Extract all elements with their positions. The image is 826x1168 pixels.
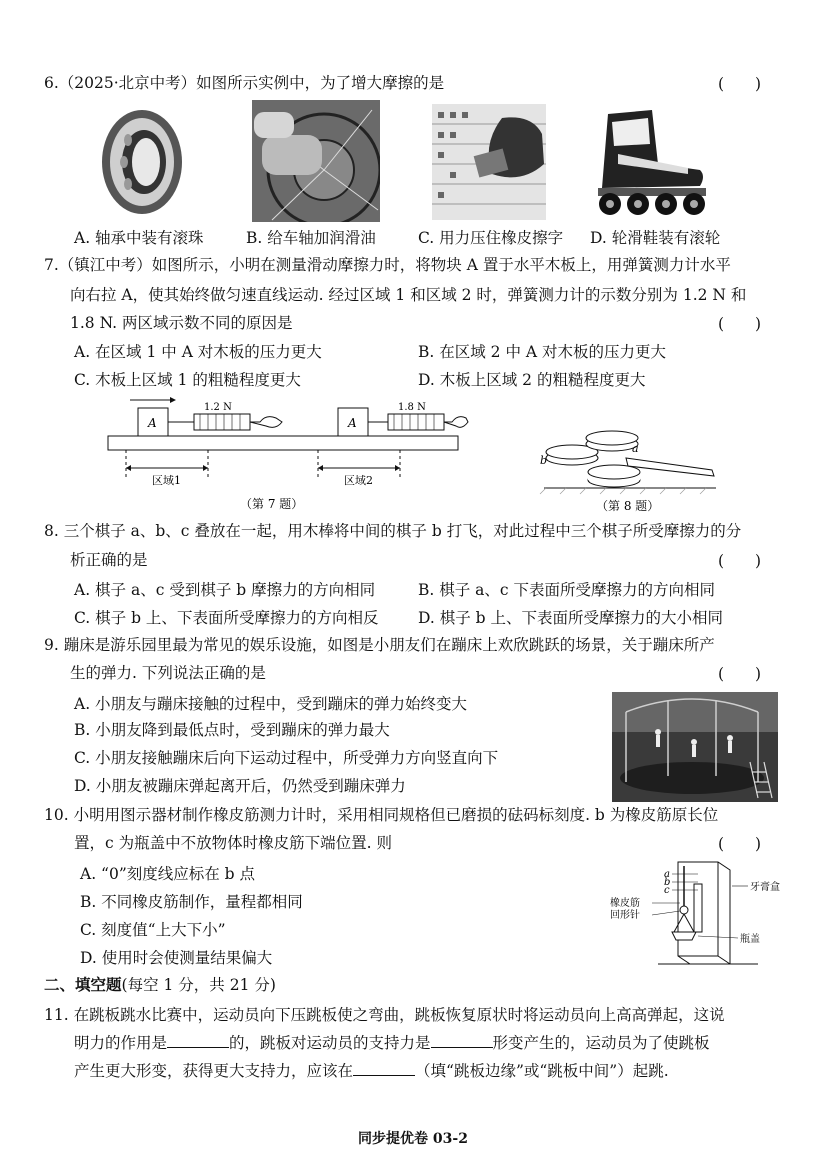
bottle-cap-label: 瓶盖	[740, 934, 760, 945]
q11-blank-1[interactable]	[167, 1033, 229, 1048]
q11-line2-part1: 明力的作用是	[74, 1034, 168, 1052]
piece-a-label: a	[632, 442, 639, 455]
q11-blank-2[interactable]	[431, 1033, 493, 1048]
q11-stem-line1: 11. 在跳板跳水比赛中，运动员向下压跳板使之弯曲，跳板恢复原状时将运动员向上高高弹起，这说	[44, 1006, 725, 1024]
q11-stem-line2	[74, 1032, 710, 1054]
point-c-label: c	[664, 885, 670, 896]
region1-label: 区域1	[152, 474, 181, 487]
q10-answer-paren: ( )	[718, 835, 762, 853]
block-a-label-1: A	[148, 416, 157, 430]
eraser-image	[432, 104, 546, 220]
q10-option-a: A. “0”刻度线应标在 b 点	[80, 865, 256, 883]
q10-option-d: D. 使用时会使测量结果偏大	[80, 949, 273, 967]
q6-option-c: C. 用力压住橡皮擦字	[418, 229, 564, 247]
q9-option-c: C. 小朋友接触蹦床后向下运动过程中，所受弹力方向竖直向下	[74, 749, 499, 767]
q11-line2-part2: 的，跳板对运动员的支持力是	[229, 1034, 431, 1052]
q9-stem-line1: 9. 蹦床是游乐园里最为常见的娱乐设施，如图是小朋友们在蹦床上欢欣跳跃的场景，关于蹦床所产	[44, 636, 715, 654]
roller-skate-image	[588, 104, 712, 220]
q8-stem-line1: 8. 三个棋子 a、b、c 叠放在一起，用木棒将中间的棋子 b 打飞，对此过程中三个棋子所受摩擦力的分	[44, 522, 742, 540]
q11-line3-part1: 产生更大形变，获得更大支持力，应该在	[74, 1062, 354, 1080]
q11-blank-3[interactable]	[353, 1061, 415, 1076]
q6-option-d: D. 轮滑鞋装有滚轮	[590, 229, 721, 247]
q11-line2-part3: 形变产生的，运动员为了使跳板	[492, 1034, 710, 1052]
q7-stem-line2: 向右拉 A，使其始终做匀速直线运动. 经过区域 1 和区域 2 时，弹簧测力计的示数分别为 1.2 N 和	[70, 286, 747, 304]
bearing-image	[98, 100, 186, 220]
q10-stem-line2: 置，c 为瓶盖中不放物体时橡皮筋下端位置. 则	[74, 834, 392, 852]
q7-option-c: C. 木板上区域 1 的粗糙程度更大	[74, 371, 301, 389]
block-a-label-2: A	[348, 416, 357, 430]
q10-option-c: C. 刻度值“上大下小”	[80, 921, 226, 939]
q6-stem: 6.（2025·北京中考）如图所示实例中，为了增大摩擦的是	[44, 74, 445, 92]
q8-option-c: C. 棋子 b 上、下表面所受摩擦力的方向相反	[74, 609, 379, 627]
q7-answer-paren: ( )	[718, 315, 762, 333]
toothpaste-box-label: 牙膏盒	[750, 882, 780, 893]
q9-stem-line2: 生的弹力. 下列说法正确的是	[70, 664, 266, 682]
section2-title: 二、填空题	[44, 975, 122, 994]
q8-figure	[536, 418, 722, 518]
page-footer: 同步提优卷 03-2	[358, 1131, 468, 1147]
q9-option-a: A. 小朋友与蹦床接触的过程中，受到蹦床的弹力始终变大	[74, 695, 468, 713]
point-a-label: a	[664, 869, 670, 880]
q7-figure-caption: （第 7 题）	[240, 497, 304, 511]
spring-scale-2	[388, 414, 444, 430]
q9-option-d: D. 小朋友被蹦床弹起离开后，仍然受到蹦床弹力	[74, 777, 406, 795]
trampoline-photo	[612, 692, 778, 802]
hand-1	[250, 417, 282, 428]
q7-stem-line3: 1.8 N. 两区域示数不同的原因是	[70, 314, 293, 332]
region2-label: 区域2	[344, 474, 373, 487]
section2-heading	[44, 974, 276, 996]
force-reading-1: 1.2 N	[204, 402, 232, 413]
rubber-band-label: 橡皮筋	[610, 898, 640, 909]
q10-figure	[608, 856, 784, 972]
q7-stem-line1: 7.（镇江中考）如图所示，小明在测量滑动摩擦力时，将物块 A 置于水平木板上，用弹簧测力计水平	[44, 256, 731, 274]
q6-option-b: B. 给车轴加润滑油	[246, 229, 376, 247]
piece-b-label: b	[540, 454, 548, 467]
q7-option-a: A. 在区域 1 中 A 对木板的压力更大	[74, 343, 322, 361]
spring-scale-1	[194, 414, 250, 430]
section2-note: (每空 1 分，共 21 分)	[121, 976, 276, 994]
q9-option-b: B. 小朋友降到最低点时，受到蹦床的弹力最大	[74, 721, 390, 739]
force-reading-2: 1.8 N	[398, 402, 426, 413]
q6-option-a: A. 轴承中装有滚珠	[74, 229, 204, 247]
paper-clip-label: 回形针	[610, 910, 640, 921]
q8-answer-paren: ( )	[718, 552, 762, 570]
q10-option-b: B. 不同橡皮筋制作，量程都相同	[80, 893, 303, 911]
q6-answer-paren: ( )	[718, 75, 762, 93]
q8-figure-caption: （第 8 题）	[596, 499, 660, 513]
q11-line3-part2: （填“跳板边缘”或“跳板中间”）起跳.	[415, 1062, 669, 1080]
q11-stem-line3	[74, 1060, 669, 1082]
q8-stem-line2: 析正确的是	[70, 551, 148, 569]
q8-option-b: B. 棋子 a、c 下表面所受摩擦力的方向相同	[418, 581, 716, 599]
hand-2	[444, 417, 468, 428]
q8-option-d: D. 棋子 b 上、下表面所受摩擦力的大小相同	[418, 609, 724, 627]
point-b-label: b	[664, 877, 671, 888]
q7-figure	[100, 392, 470, 516]
bike-axle-image	[252, 100, 380, 222]
q8-option-a: A. 棋子 a、c 受到棋子 b 摩擦力的方向相同	[74, 581, 376, 599]
q9-answer-paren: ( )	[718, 665, 762, 683]
q10-stem-line1: 10. 小明用图示器材制作橡皮筋测力计时，采用相同规格但已磨损的砝码标刻度. b 为橡皮筋原长位	[44, 806, 719, 824]
q7-option-b: B. 在区域 2 中 A 对木板的压力更大	[418, 343, 667, 361]
q7-option-d: D. 木板上区域 2 的粗糙程度更大	[418, 371, 646, 389]
